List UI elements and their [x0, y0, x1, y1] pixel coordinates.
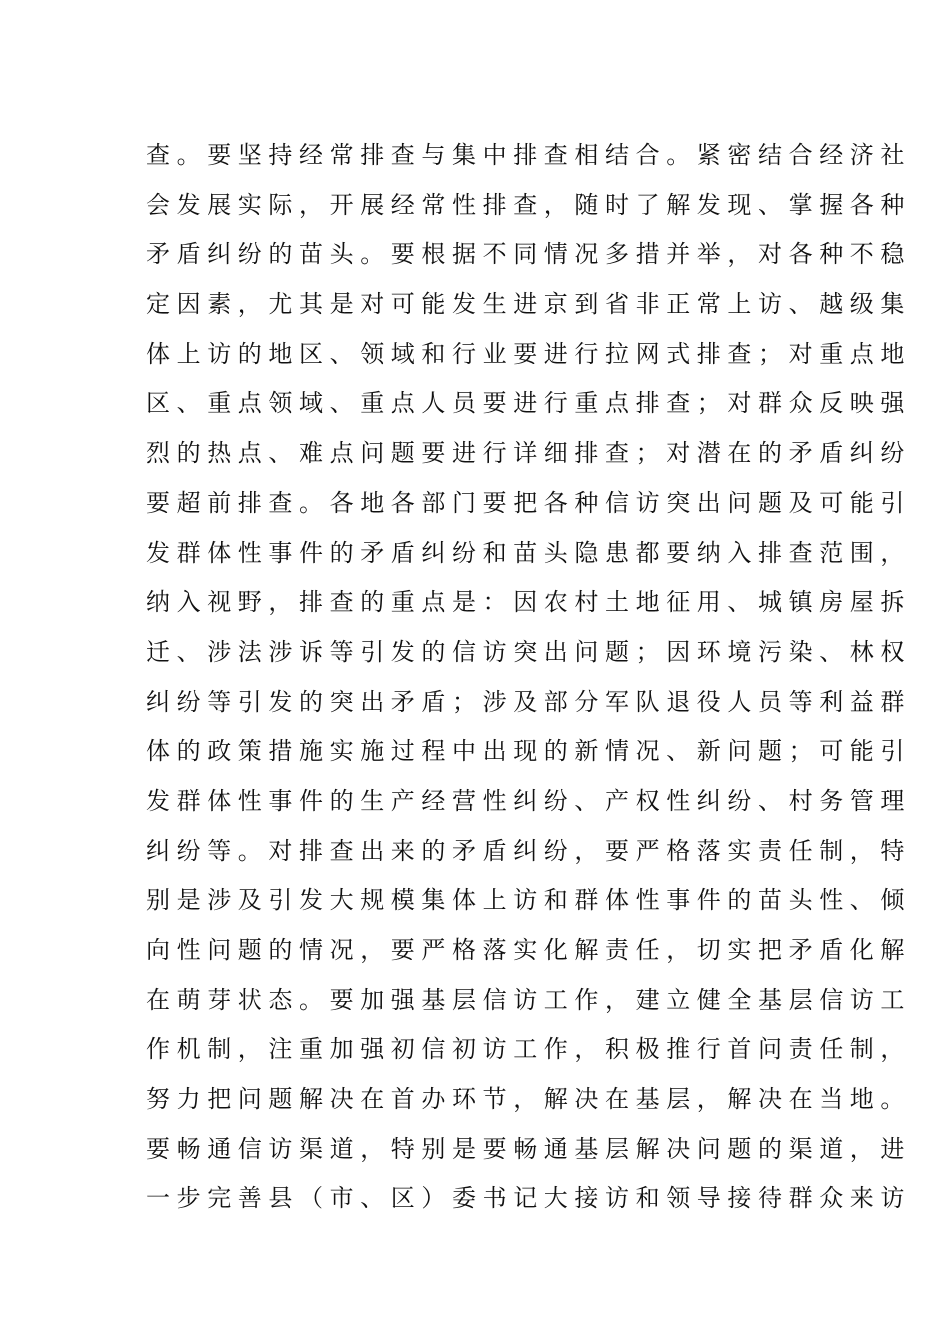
text-line: 会发展实际，开展经常性排查，随时了解发现、掌握各种 [146, 190, 911, 219]
text-line: 查。要坚持经常排查与集中排查相结合。紧密结合经济社 [146, 141, 911, 169]
text-line: 向性问题的情况，要严格落实化解责任，切实把矛盾化解 [146, 936, 911, 964]
text-line: 烈的热点、难点问题要进行详细排查；对潜在的矛盾纠纷 [146, 439, 911, 468]
text-line: 迁、涉法涉诉等引发的信访突出问题；因环境污染、林权 [146, 637, 911, 666]
text-line: 发群体性事件的生产经营性纠纷、产权性纠纷、村务管理 [146, 786, 911, 815]
text-line: 一步完善县（市、区）委书记大接访和领导接待群众来访 [146, 1184, 911, 1213]
text-line: 纳入视野，排查的重点是：因农村土地征用、城镇房屋拆 [146, 588, 911, 617]
text-line: 体上访的地区、领域和行业要进行拉网式排查；对重点地 [146, 339, 911, 368]
text-line: 定因素，尤其是对可能发生进京到省非正常上访、越级集 [146, 290, 911, 319]
text-line: 发群体性事件的矛盾纠纷和苗头隐患都要纳入排查范围， [146, 538, 911, 567]
text-line: 要畅通信访渠道，特别是要畅通基层解决问题的渠道，进 [146, 1134, 911, 1163]
body-text [146, 131, 911, 1224]
text-line: 区、重点领域、重点人员要进行重点排查；对群众反映强 [146, 389, 911, 418]
text-line: 矛盾纠纷的苗头。要根据不同情况多措并举，对各种不稳 [146, 240, 911, 269]
text-line: 别是涉及引发大规模集体上访和群体性事件的苗头性、倾 [146, 886, 911, 915]
text-line: 作机制，注重加强初信初访工作，积极推行首问责任制， [146, 1035, 911, 1064]
text-line: 要超前排查。各地各部门要把各种信访突出问题及可能引 [146, 488, 911, 517]
text-line: 纠纷等引发的突出矛盾；涉及部分军队退役人员等利益群 [146, 687, 911, 716]
text-line: 体的政策措施实施过程中出现的新情况、新问题；可能引 [146, 737, 911, 766]
text-line: 在萌芽状态。要加强基层信访工作，建立健全基层信访工 [146, 985, 911, 1014]
text-line: 努力把问题解决在首办环节，解决在基层，解决在当地。 [146, 1085, 911, 1114]
text-line: 纠纷等。对排查出来的矛盾纠纷，要严格落实责任制，特 [146, 836, 911, 865]
